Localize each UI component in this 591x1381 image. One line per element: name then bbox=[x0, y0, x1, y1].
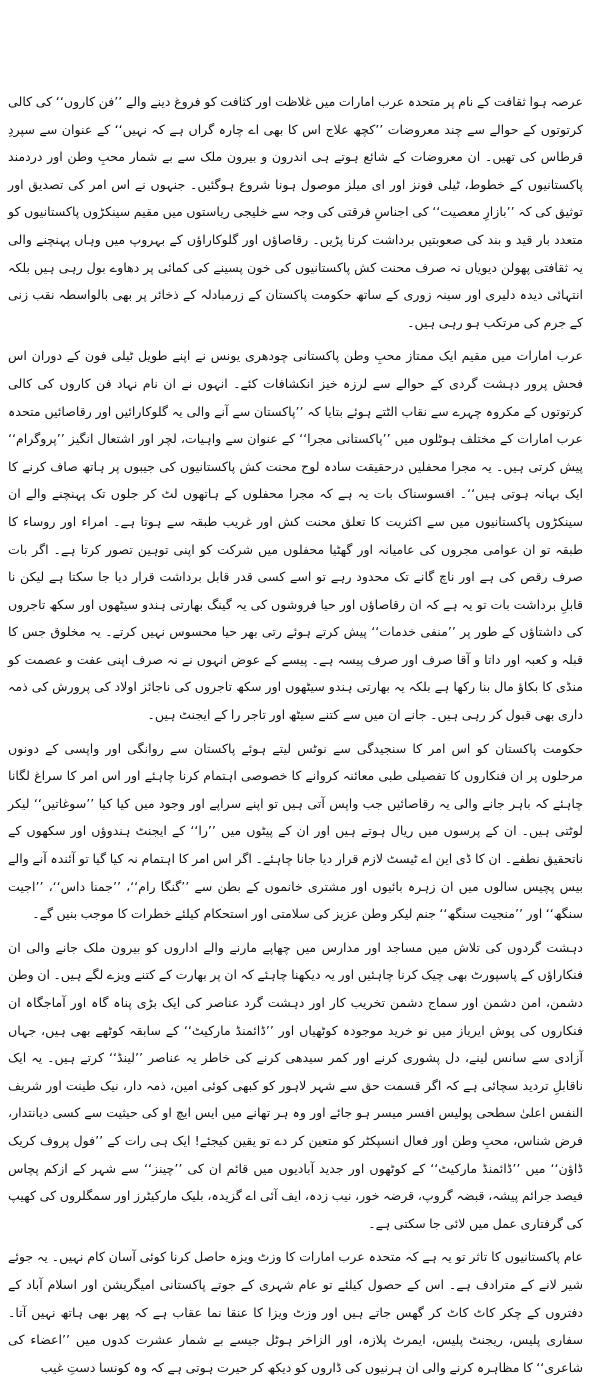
paragraph-chaudhry-younas-account: عرب امارات میں مقیم ایک ممتاز محبِ وطن پاکستانی چودھری یونس نے اپنے طویل ٹیلی فون کے دوران اس فحش پرور دہشت گردی کے حوالے سے لرزہ خیز انکشافات کئے۔ انہوں نے ان نام نہاد فن کاروں کی کالی کرتوتوں کے مکروہ چہرے سے نقاب الٹتے ہوئے بتایا کہ ’’پاکستان سے آنے والی یہ گلوکارائیں اور رقاصائیں متحدہ عرب امارات کے مختلف ہوٹلوں میں ’’پاکستانی مجرا‘‘ کے عنوان سے واہیات، لچر اور اشتعال انگیز ’’پروگرام‘‘ پیش کرتی ہیں۔ یہ مجرا محفلیں درحقیقت سادہ لوح محنت کش پاکستانیوں کی جیبوں پر ہاتھ صاف کرنے کا ایک بہانہ ہوتی ہیں‘‘۔ افسوسناک بات یہ ہے کہ مجرا محفلوں کے ہاتھوں لٹ کر جلوں تک پہنچنے والے ان سینکڑوں پاکستانیوں میں سے اکثریت کا تعلق محنت کش اور غریب طبقہ سے ہوتا ہے۔ امراء اور روساء کا طبقہ تو ان عوامی مجروں کی عامیانہ اور گھٹیا محفلوں میں شرکت کو اپنی توہین تصور کرتا ہے۔ اگر بات صرف رقص کی ہے اور ناچ گانے تک محدود رہے تو اسے کسی قدر قابل برداشت قرار دیا جا سکتا ہے لیکن نا قابلِ برداشت بات تو یہ ہے کہ ان رقاصاؤں اور حیا فروشوں کی یہ گینگ بھارتی ہندو سیٹھوں اور سکھ تاجروں کی داشتاؤں کے طور پر ’’منفی خدمات‘‘ پیش کرتے ہوئے رتی بھر حیا محسوس نہیں کرتے۔ یہ مخلوق جس کا قبلہ و کعبہ اور داتا و آقا صرف اور صرف پیسہ ہے۔ پیسے کے عوض انہوں نے نہ صرف اپنی عفت و عصمت کو منڈی کا بکاؤ مال بنا رکھا ہے بلکہ یہ بھارتی ہندو سیٹھوں اور سکھ تاجروں کی ناجائز اولاد کی پرورش کی ذمہ داری بھی قبول کر رہی ہیں۔ جانے ان میں سے کتنے سیٹھ اور تاجر را کے ایجنٹ ہیں۔ bbox=[8, 348, 584, 723]
paragraph-culture-exploitation: عرصہ ہوا ثقافت کے نام پر متحدہ عرب امارات میں غلاظت اور کثافت کو فروغ دینے والے ’’فن کاروں‘‘ کی کالی کرتوتوں کے حوالے سے چند معروضات ’’کچھ علاج اس کا بھی اے چارہ گراں ہے کہ نہیں‘‘ کے عنوان سے سپردِ قرطاس کی تھیں۔ ان معروضات کے شائع ہوتے ہی اندرون و بیرون ملک سے بے شمار محبِ وطن اور دردمند پاکستانیوں کے خطوط، ٹیلی فونز اور ای میلز موصول ہونا شروع ہوگئیں۔ جنہوں نے اس امر کی تصدیق اور توثیق کی کہ ’’بازارِ معصیت‘‘ کی اجناسِ فرقتی کی وجہ سے خلیجی ریاستوں میں مقیم سینکڑوں پاکستانیوں کو متعدد بار قید و بند کی صعوبتیں برداشت کرنا پڑیں۔ رقاصاؤں اور گلوکاراؤں کے بہروپ میں وہاں پہنچنے والی یہ ثقافتی پھولن دیویاں نہ صرف محنت کش پاکستانیوں کی خون پسینے کی کمائی پر دھاوے بول رہی ہیں بلکہ انتہائی دیدہ دلیری اور سینہ زوری کے ساتھ حکومت پاکستان کے زرمبادلہ کے ذخائر پر بھی بالواسطہ نقب زنی کے جرم کی مرتکب ہو رہی ہیں۔ bbox=[8, 94, 583, 330]
paragraph-government-action: حکومت پاکستان کو اس امر کا سنجیدگی سے نوٹس لیتے ہوئے پاکستان سے روانگی اور واپسی کے دونوں مرحلوں پر ان فنکاروں کا تفصیلی طبی معائنہ کروانے کا خصوصی اہتمام کرنا چاہئے اور اس امر کا سراغ لگانا چاہئے کہ باہر جانے والی یہ رقاصائیں جب واپس آتی ہیں تو اپنے سراپے اور وجود میں کیا کیا ’’سوغاتیں‘‘ لیکر لوٹتی ہیں۔ ان کے پرسوں میں ریال ہوتے ہیں اور ان کے پیٹوں میں ’’را‘‘ کے ایجنٹ ہندوؤں اور سکھوں کے ناتحقیق نطفے۔ ان کا ڈی این اے ٹیسٹ لازم قرار دیا جانا چاہئے۔ اگر اس امر کا اہتمام نہ کیا گیا تو آئندہ آنے والے بیس پچیس سالوں میں ان زہرہ بائیوں اور مشتری خانموں کے بطن سے ’’گنگا رام‘‘، ’’جمنا داس‘‘، ’’اجیت سنگھ‘‘ اور ’’منجیت سنگھ‘‘ جنم لیکر وطن عزیز کی سلامتی اور استحکام کیلئے خطرات کا موجب بنیں گے۔ bbox=[8, 740, 583, 922]
article-body bbox=[8, 88, 583, 1381]
paragraph-terrorism-link: دہشت گردوں کی تلاش میں مساجد اور مدارس میں چھاپے مارنے والے اداروں کو بیرون ملک جانے والی ان فنکاراؤں کے پاسپورٹ بھی چیک کرنا چاہئیں اور یہ دیکھنا چاہئے کہ ان پر بھارت کے کتنے ویزے لگے ہیں۔ ان وطن دشمن، امن دشمن اور سماج دشمن تخریب کار اور دہشت گرد عناصر کی ایک بڑی پناہ گاہ اور آماجگاہ ان فنکاروں کی پوش ایریاز میں نو خرید موجودہ کوٹھیاں اور ’’ڈائمنڈ مارکیٹ‘‘ کے سابقہ کوٹھے بھی ہیں، جہاں آزادی سے سانس لینے، دل پشوری کرنے اور کمر سیدھی کرنے کی خاطر یہ عناصر ’’لینڈ‘‘ کرتے ہیں۔ یہ ایک ناقابلِ تردید سچائی ہے کہ اگر قسمت حق سے شہر لاہور کو کبھی کوئی امین، ذمہ دار، نیک طینت اور شریف النفس اعلیٰ سطحی پولیس افسر میسر ہو جائے اور وہ ہر تھانے میں ایس ایچ او کی حیثیت سے کسی دیانتدار، فرض شناس، محبِ وطن اور فعال انسپکٹر کو متعین کر دے تو یقین کیجئے! ایک ہی رات کے ’’فول پروف کریک ڈاؤن‘‘ میں ’’ڈائمنڈ مارکیٹ‘‘ کے کوٹھوں اور جدید آبادیوں میں قائم ان کی ’’چینز‘‘ سے شہر کے ازکم پچاس فیصد جرائم پیشہ، قبضہ گروپ، قرضہ خور، نیب زدہ، ایف آئی اے گزیدہ، بلیک مارکیٹرز اور سمگلروں کی کھیپ کی گرفتاری عمل میں لائی جا سکتی ہے۔ bbox=[8, 939, 583, 1231]
paragraph-visit-visa: عام پاکستانیوں کا تاثر تو یہ ہے کہ متحدہ عرب امارات کا وزٹ ویزہ حاصل کرنا کوئی آسان کام نہیں۔ یہ جوئے شیر لانے کے مترادف ہے۔ اس کے حصول کیلئے تو عام شہری کے جوتے پاکستانی امیگریشن اور اسلام آباد کے دفتروں کے چکر کاٹ کاٹ کر گھس جاتے ہیں اور وزٹ ویزا کا عنقا نما عقاب ہے کہ پھر بھی ہاتھ نہیں آتا۔ سفاری پلیس، ریجنٹ پلیس، ایمرٹ پلازہ، اور الزاخر ہوٹل جیسے بے شمار عشرت کدوں میں ’’اعضاء کی شاعری‘‘ کا مظاہرہ کرنے والی ان ہرنیوں کی ڈاروں کو دیکھ کر حیرت ہوتی ہے کہ وہ کونسا دستِ غیب bbox=[8, 1249, 583, 1375]
